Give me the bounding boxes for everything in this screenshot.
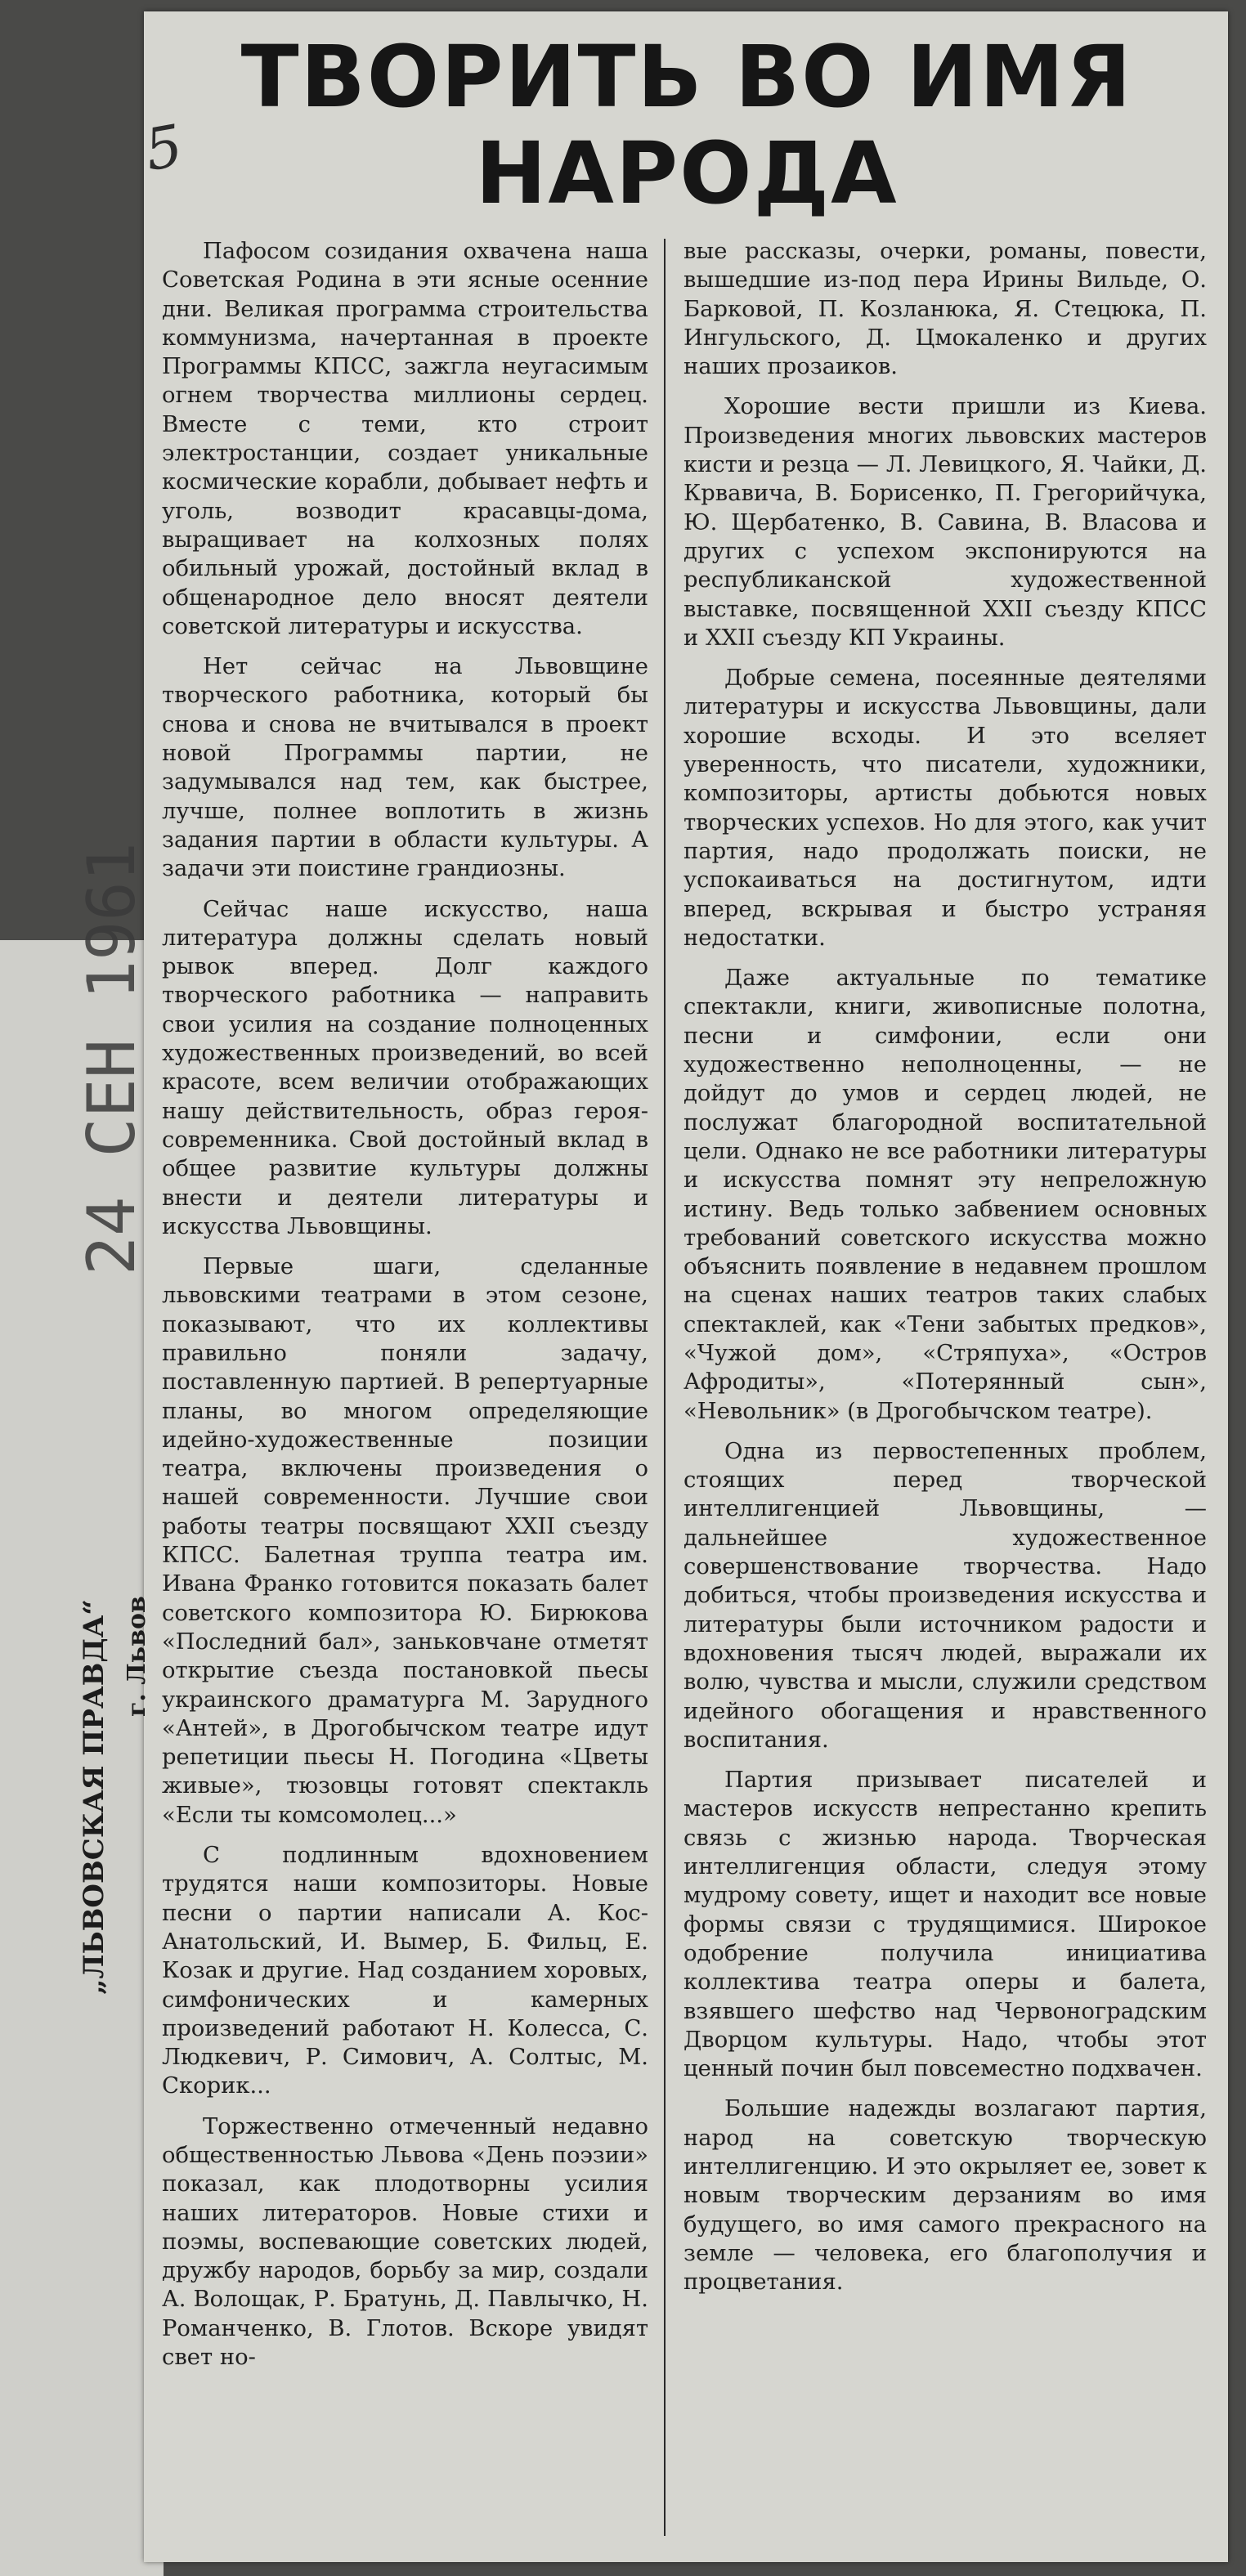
paragraph: Пафосом созидания охвачена наша Советская Родина в эти ясные осенние дни. Великая программа строительства коммунизма, начертанная в проекте Программы КПСС, зажгла неугасимым огнем творчества миллионы сердец. Вместе с теми, кто строит электростанции, создает уникальные космические корабли, добывает нефть и уголь, возводит красавцы-дома, выращивает на колхозных полях обильный урожай, достойный вклад в общенародное дело вносят деятели советской литературы и искусства. <box>162 239 648 639</box>
paragraph: Торжественно отмеченный недавно общественностью Львова «День поэзии» показал, как плодотворны усилия наших литераторов. Новые стихи и поэмы, воспевающие советских людей, дружбу народов, борьбу за мир, создали А. Волощак, Р. Братунь, Д. Павлычко, Н. Романченко, В. Глотов. Вскоре увидят свет но- <box>162 2113 648 2371</box>
handwritten-note: 5 <box>140 111 188 185</box>
column-divider <box>664 239 666 2536</box>
paragraph: Большие надежды возлагают партия, народ на советскую творческую интеллигенцию. И это окрыляет ее, зовет к новым творческим дерзаниям во имя будущего, во имя самого прекрасного на земле — человека, его благополучия и процветания. <box>684 2096 1207 2296</box>
date-stamp: 24 СЕН 1961 <box>74 842 150 1275</box>
paragraph: вые рассказы, очерки, романы, повести, вышедшие из-под пера Ирины Вильде, О. Барковой, П. Козланюка, Я. Стецюка, П. Ингульского, Д. Цмокаленко и других наших прозаиков. <box>684 239 1207 380</box>
paragraph: С подлинным вдохновением трудятся наши композиторы. Новые песни о партии написали А. Кос-Анатольский, И. Вымер, Б. Фильц, Е. Козак и другие. Над созданием хоровых, симфонических и камерных произведений работают Н. Колесса, С. Людкевич, Р. Симович, А. Солтыс, М. Скорик... <box>162 1843 648 2099</box>
paragraph: Нет сейчас на Львовщине творческого работника, который бы снова и снова не вчитывался в проект новой Программы партии, не задумывался над тем, как быстрее, лучше, полнее воплотить в жизнь задания партии в области культуры. А задачи эти поистине грандиозны. <box>162 654 648 882</box>
source-city: г. Львов <box>123 1596 151 1717</box>
paragraph: Даже актуальные по тематике спектакли, книги, живописные полотна, песни и симфонии, если они художественно неполноценны, — не дойдут до умов и сердец людей, не послужат благородной воспитательной цели. Однако не все работники литературы и искусства помнят эту непреложную истину. Ведь только забвением основных требований советского искусства можно объяснить появление в недавнем прошлом на сценах наших театров таких слабых спектаклей, как «Тени забытых предков», «Чужой дом», «Стряпуха», «Остров Афродиты», «Потерянный сын», «Невольник» (в Дрогобычском театре). <box>684 965 1207 1424</box>
paragraph: Хорошие вести пришли из Киева. Произведения многих львовских мастеров кисти и резца — Л. Левицкого, Я. Чайки, Д. Крвавича, В. Борисенко, П. Грегорийчука, Ю. Щербатенко, В. Савина, В. Власова и других с успехом экспонируются на республиканской художественной выставке, посвященной XXII съезду КПСС и XXII съезду КП Украины. <box>684 394 1207 651</box>
article-headline: ТВОРИТЬ ВО ИМЯ НАРОДА <box>240 27 1133 223</box>
paragraph: Сейчас наше искусство, наша литература должны сделать новый рывок вперед. Долг каждого творческого работника — направить свои усилия на создание полноценных художественных произведений, во всей красоте, всем величии отображающих нашу действительность, образ героя-современника. Свой достойный вклад в общее развитие культуры должны внести и деятели литературы и искусства Львовщины. <box>162 896 648 1239</box>
source-newspaper: „ЛЬВОВСКАЯ ПРАВДА“ <box>78 1599 110 1995</box>
paragraph: Первые шаги, сделанные львовскими театрами в этом сезоне, показывают, что их коллективы правильно поняли задачу, поставленную партией. В репертуарные планы, во многом определяющие идейно-художественные позиции театра, включены произведения о нашей современности. Лучшие свои работы театры посвящают XXII съезду КПСС. Балетная труппа театра им. Ивана Франко готовится показать балет советского композитора Ю. Бирюкова «Последний бал», заньковчане отметят открытие съезда постановкой пьесы украинского драматурга М. Зарудного «Антей», в Дрогобычском театре идут репетиции пьесы Н. Погодина «Цветы живые», тюзовцы готовят спектакль «Если ты комсомолец...» <box>162 1254 648 1828</box>
paragraph: Партия призывает писателей и мастеров искусств непрестанно крепить связь с жизнью народа. Творческая интеллигенция области, следуя этому мудрому совету, ищет и находит все новые формы связи с трудящимися. Широкое одобрение получила инициатива коллектива театра оперы и балета, взявшего шефство над Червоноградским Дворцом культуры. Надо, чтобы этот ценный почин был повсеместно подхвачен. <box>684 1767 1207 2082</box>
article-column-right <box>684 237 1207 2308</box>
paragraph: Добрые семена, посеянные деятелями литературы и искусства Львовщины, дали хорошие всходы. И это вселяет уверенность, что писатели, художники, композиторы, артисты добьются новых творческих успехов. Но для этого, как учит партия, надо продолжать поиски, не успокаиваться на достигнутом, идти вперед, вскрывая и быстро устраняя недостатки. <box>684 665 1207 951</box>
paragraph: Одна из первостепенных проблем, стоящих перед творческой интеллигенцией Львовщины, — дальнейшее художественное совершенствование творчества. Надо добиться, чтобы произведения искусства и литературы были источником радости и вдохновения тысяч людей, выражали их волю, чувства и мысли, служили средством идейного обогащения и нравственного воспитания. <box>684 1438 1207 1753</box>
article-column-left <box>162 237 648 2383</box>
